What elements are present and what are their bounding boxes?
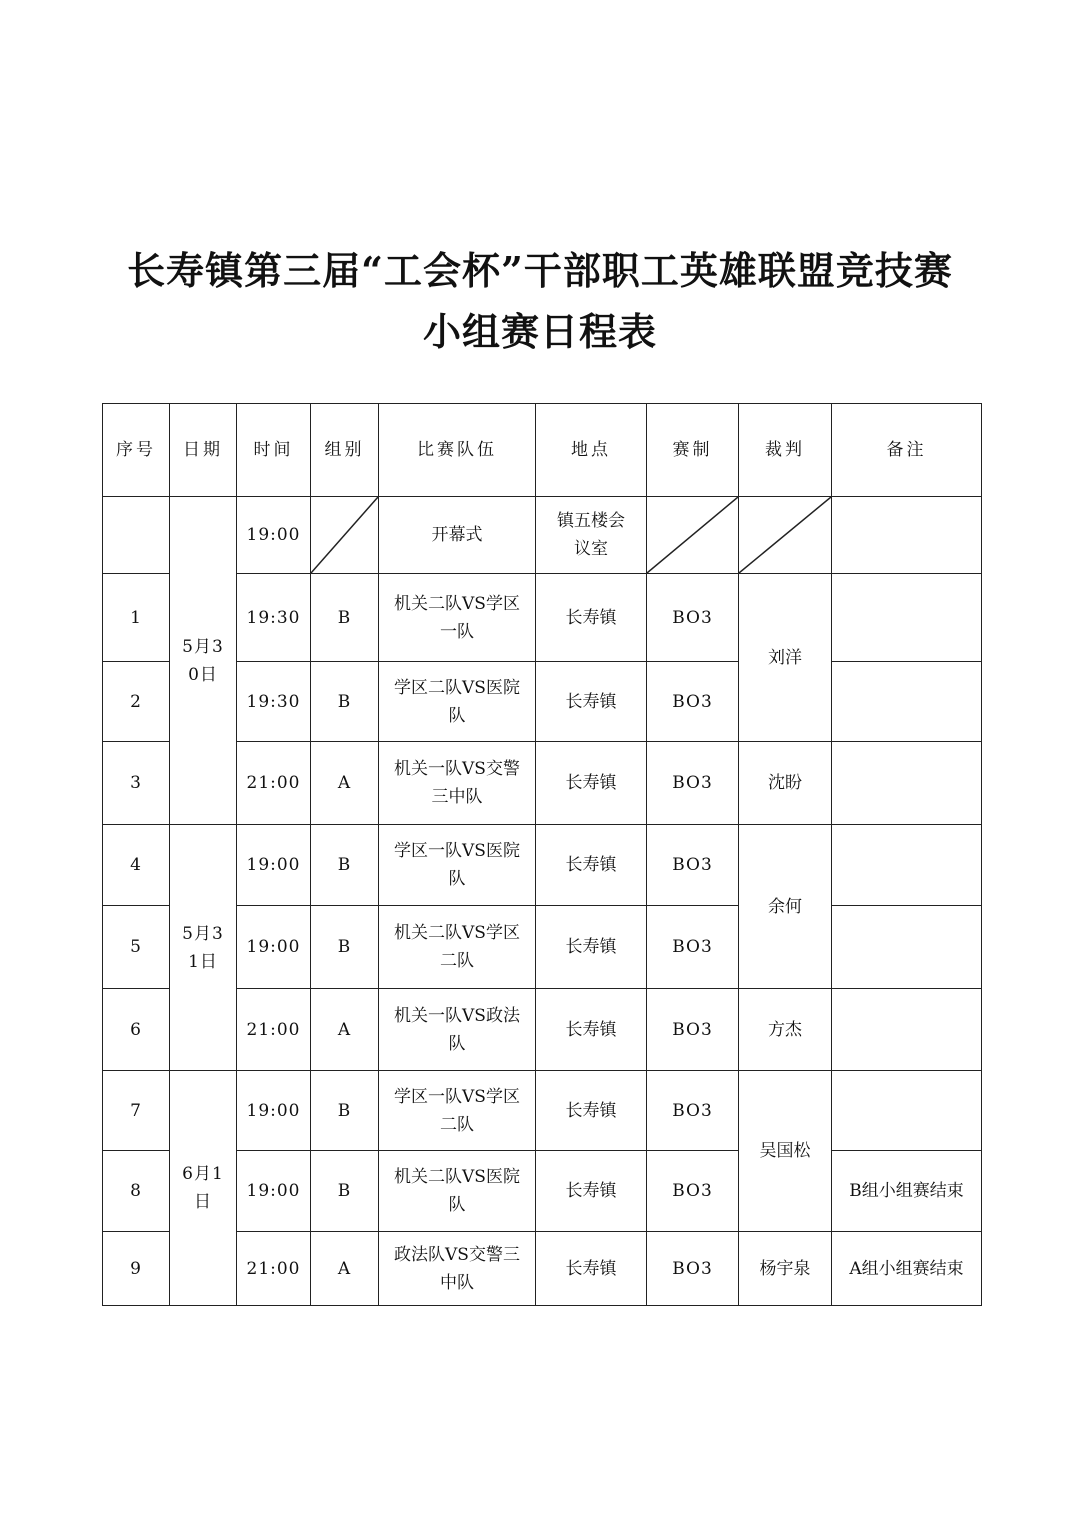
header-time: 时间 xyxy=(237,404,311,497)
row-teams: 政法队VS交警三中队 xyxy=(379,1232,536,1306)
row-group: B xyxy=(311,825,379,906)
row-format: BO3 xyxy=(647,662,739,742)
header-note: 备注 xyxy=(832,404,982,497)
row-location: 长寿镇 xyxy=(536,1232,647,1306)
row-number: 9 xyxy=(103,1232,170,1306)
row-teams: 机关二队VS医院队 xyxy=(379,1151,536,1232)
row-note xyxy=(832,1071,982,1151)
row-location: 长寿镇 xyxy=(536,906,647,989)
row-time: 19:00 xyxy=(237,906,311,989)
row-note xyxy=(832,742,982,825)
date-cell: 5月30日 xyxy=(170,497,237,825)
row-number: 2 xyxy=(103,662,170,742)
row-format: BO3 xyxy=(647,742,739,825)
row-number: 4 xyxy=(103,825,170,906)
row-teams: 机关二队VS学区二队 xyxy=(379,906,536,989)
referee-cell: 余何 xyxy=(739,825,832,989)
row-number: 1 xyxy=(103,574,170,662)
row-location: 长寿镇 xyxy=(536,989,647,1071)
opening-row xyxy=(103,497,982,574)
header-row xyxy=(103,404,982,497)
row-time: 19:00 xyxy=(237,1071,311,1151)
diagonal-cell xyxy=(739,497,832,574)
row-format: BO3 xyxy=(647,825,739,906)
row-teams: 学区二队VS医院队 xyxy=(379,662,536,742)
row-location: 长寿镇 xyxy=(536,1151,647,1232)
row-note: A组小组赛结束 xyxy=(832,1232,982,1306)
row-location: 长寿镇 xyxy=(536,662,647,742)
referee-cell: 杨宇泉 xyxy=(739,1232,832,1306)
row-group: B xyxy=(311,574,379,662)
row-note xyxy=(832,825,982,906)
document-title: 长寿镇第三届“工会杯”干部职工英雄联盟竞技赛 xyxy=(127,248,953,293)
table-row xyxy=(103,825,982,906)
opening-note xyxy=(832,497,982,574)
row-time: 19:00 xyxy=(237,825,311,906)
row-location: 长寿镇 xyxy=(536,825,647,906)
row-group: A xyxy=(311,989,379,1071)
row-format: BO3 xyxy=(647,906,739,989)
header-date: 日期 xyxy=(170,404,237,497)
opening-time: 19:00 xyxy=(237,497,311,574)
schedule-table xyxy=(102,403,982,1306)
row-teams: 机关二队VS学区一队 xyxy=(379,574,536,662)
row-number: 8 xyxy=(103,1151,170,1232)
date-cell: 5月31日 xyxy=(170,825,237,1071)
row-location: 长寿镇 xyxy=(536,742,647,825)
row-teams: 学区一队VS医院队 xyxy=(379,825,536,906)
row-group: B xyxy=(311,1151,379,1232)
row-note: B组小组赛结束 xyxy=(832,1151,982,1232)
row-time: 19:30 xyxy=(237,574,311,662)
header-referee: 裁判 xyxy=(739,404,832,497)
header-number: 序号 xyxy=(103,404,170,497)
document-subtitle: 小组赛日程表 xyxy=(422,309,657,354)
row-format: BO3 xyxy=(647,574,739,662)
opening-event: 开幕式 xyxy=(379,497,536,574)
header-format: 赛制 xyxy=(647,404,739,497)
row-number: 6 xyxy=(103,989,170,1071)
opening-location: 镇五楼会议室 xyxy=(536,497,647,574)
date-cell: 6月1日 xyxy=(170,1071,237,1306)
row-number: 3 xyxy=(103,742,170,825)
header-group: 组别 xyxy=(311,404,379,497)
row-format: BO3 xyxy=(647,1151,739,1232)
table-row xyxy=(103,1071,982,1151)
row-number: 7 xyxy=(103,1071,170,1151)
row-group: A xyxy=(311,1232,379,1306)
row-time: 21:00 xyxy=(237,742,311,825)
row-time: 21:00 xyxy=(237,989,311,1071)
row-format: BO3 xyxy=(647,1232,739,1306)
row-location: 长寿镇 xyxy=(536,1071,647,1151)
opening-number xyxy=(103,497,170,574)
row-teams: 机关一队VS政法队 xyxy=(379,989,536,1071)
header-teams: 比赛队伍 xyxy=(379,404,536,497)
row-time: 19:00 xyxy=(237,1151,311,1232)
referee-cell: 沈盼 xyxy=(739,742,832,825)
referee-cell: 方杰 xyxy=(739,989,832,1071)
row-group: B xyxy=(311,1071,379,1151)
row-note xyxy=(832,574,982,662)
referee-cell: 吴国松 xyxy=(739,1071,832,1232)
row-location: 长寿镇 xyxy=(536,574,647,662)
row-note xyxy=(832,989,982,1071)
row-number: 5 xyxy=(103,906,170,989)
header-location: 地点 xyxy=(536,404,647,497)
referee-cell: 刘洋 xyxy=(739,574,832,742)
row-group: A xyxy=(311,742,379,825)
row-time: 19:30 xyxy=(237,662,311,742)
row-note xyxy=(832,906,982,989)
diagonal-cell xyxy=(311,497,379,574)
diagonal-cell xyxy=(647,497,739,574)
row-group: B xyxy=(311,662,379,742)
row-format: BO3 xyxy=(647,1071,739,1151)
row-teams: 机关一队VS交警三中队 xyxy=(379,742,536,825)
row-format: BO3 xyxy=(647,989,739,1071)
row-teams: 学区一队VS学区二队 xyxy=(379,1071,536,1151)
row-group: B xyxy=(311,906,379,989)
row-note xyxy=(832,662,982,742)
row-time: 21:00 xyxy=(237,1232,311,1306)
